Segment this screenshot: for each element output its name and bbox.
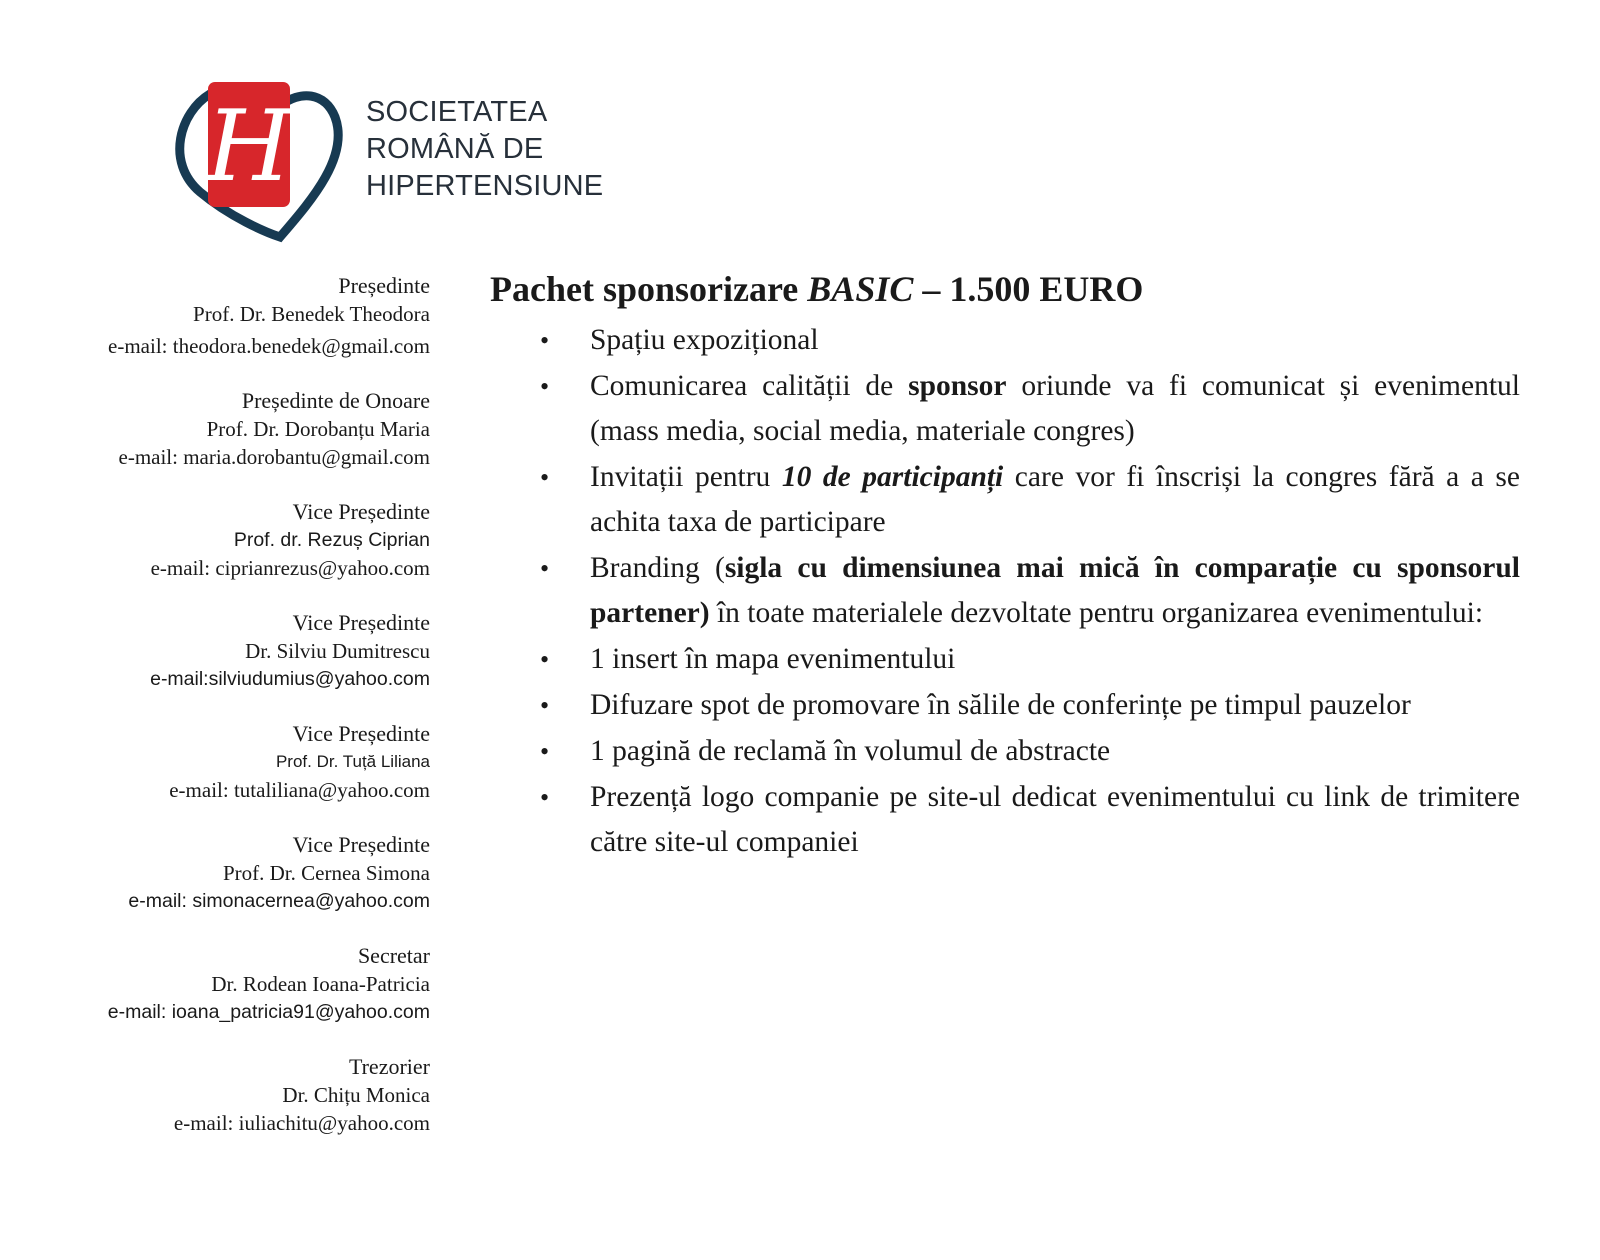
officer-name: Prof. dr. Rezuș Ciprian bbox=[233, 529, 430, 551]
officer-email: e-mail:silviudumius@yahoo.com bbox=[150, 668, 430, 690]
officer-name: Dr. Chițu Monica bbox=[282, 1083, 430, 1107]
officer-block bbox=[40, 387, 430, 471]
officer-email: e-mail: iuliachitu@yahoo.com bbox=[173, 1111, 430, 1135]
list-item bbox=[490, 364, 1520, 454]
title-prefix: Pachet sponsorizare bbox=[490, 269, 808, 309]
officer-role: Vice Președinte bbox=[292, 721, 430, 746]
benefits-list bbox=[490, 318, 1520, 865]
sponsorship-package bbox=[490, 268, 1520, 866]
list-item bbox=[490, 775, 1520, 865]
logo-line-3: HIPERTENSIUNE bbox=[366, 170, 604, 202]
item-bold-text: sponsor bbox=[908, 370, 1007, 402]
officer-role: Vice Președinte bbox=[292, 610, 430, 635]
officer-email: e-mail: ciprianrezus@yahoo.com bbox=[150, 556, 430, 580]
list-item bbox=[490, 683, 1520, 728]
item-text: Invitații pentru bbox=[590, 461, 782, 493]
officer-block bbox=[40, 1053, 430, 1137]
officer-role: Trezorier bbox=[348, 1054, 430, 1079]
officers-list bbox=[40, 272, 430, 1164]
item-text: 1 pagină de reclamă în volumul de abstracte bbox=[590, 735, 1111, 767]
officer-block bbox=[40, 831, 430, 915]
heart-h-logo-icon bbox=[170, 72, 360, 247]
officer-block bbox=[40, 272, 430, 360]
officer-role: Vice Președinte bbox=[292, 832, 430, 857]
item-text: Branding ( bbox=[590, 552, 725, 584]
list-item bbox=[490, 318, 1520, 363]
item-text: Comunicarea calității de bbox=[590, 370, 909, 402]
officer-email: e-mail: theodora.benedek@gmail.com bbox=[108, 334, 430, 358]
officer-block bbox=[40, 942, 430, 1026]
officer-role: Vice Președinte bbox=[292, 499, 430, 524]
officer-email: e-mail: tutaliliana@yahoo.com bbox=[169, 778, 430, 802]
officer-name: Dr. Silviu Dumitrescu bbox=[245, 639, 430, 663]
item-text: în toate materialele dezvoltate pentru organizarea evenimentului: bbox=[709, 597, 1484, 629]
officer-role: Președinte de Onoare bbox=[241, 388, 430, 413]
package-title bbox=[490, 268, 1520, 310]
officer-block bbox=[40, 609, 430, 693]
officer-email: e-mail: ioana_patricia91@yahoo.com bbox=[107, 1001, 430, 1023]
list-item bbox=[490, 455, 1520, 545]
officer-name: Prof. Dr. Benedek Theodora bbox=[193, 302, 430, 326]
item-bold-text: sigla cu dimensiunea mai mică în comparație cu sponsorul partener) bbox=[590, 552, 1520, 629]
officer-role: Președinte bbox=[338, 273, 430, 298]
list-item bbox=[490, 729, 1520, 774]
title-price: – 1.500 EURO bbox=[913, 269, 1144, 309]
logo-line-1: SOCIETATEA bbox=[366, 96, 548, 128]
officer-role: Secretar bbox=[357, 943, 430, 968]
title-package-name: BASIC bbox=[807, 269, 914, 309]
logo-mark-letter: H bbox=[206, 90, 292, 204]
officer-name: Prof. Dr. Tuță Liliana bbox=[275, 752, 430, 771]
officer-name: Dr. Rodean Ioana-Patricia bbox=[211, 972, 430, 996]
logo-wordmark bbox=[366, 94, 603, 205]
item-bold-italic-text: 10 de participanți bbox=[781, 461, 1004, 493]
list-item bbox=[490, 546, 1520, 636]
item-text: Spațiu expozițional bbox=[590, 324, 819, 356]
officer-name: Prof. Dr. Dorobanțu Maria bbox=[206, 417, 430, 441]
item-text: oriunde va fi comunicat și evenimentul (mass media, social media, materiale congres) bbox=[590, 370, 1520, 447]
officer-name: Prof. Dr. Cernea Simona bbox=[222, 861, 430, 885]
officer-block bbox=[40, 498, 430, 582]
logo-line-2: ROMÂNĂ DE bbox=[366, 133, 544, 165]
item-text: Difuzare spot de promovare în sălile de conferințe pe timpul pauzelor bbox=[590, 689, 1411, 721]
society-logo bbox=[170, 72, 604, 252]
item-text: Prezență logo companie pe site-ul dedicat evenimentului cu link de trimitere către site-ul companiei bbox=[590, 781, 1520, 858]
officer-email: e-mail: maria.dorobantu@gmail.com bbox=[118, 445, 430, 469]
officer-block bbox=[40, 720, 430, 804]
item-text: care vor fi înscriși la congres fără a a se achita taxa de participare bbox=[590, 461, 1521, 538]
item-text: 1 insert în mapa evenimentului bbox=[590, 643, 956, 675]
list-item bbox=[490, 637, 1520, 682]
officer-email: e-mail: simonacernea@yahoo.com bbox=[128, 890, 430, 912]
